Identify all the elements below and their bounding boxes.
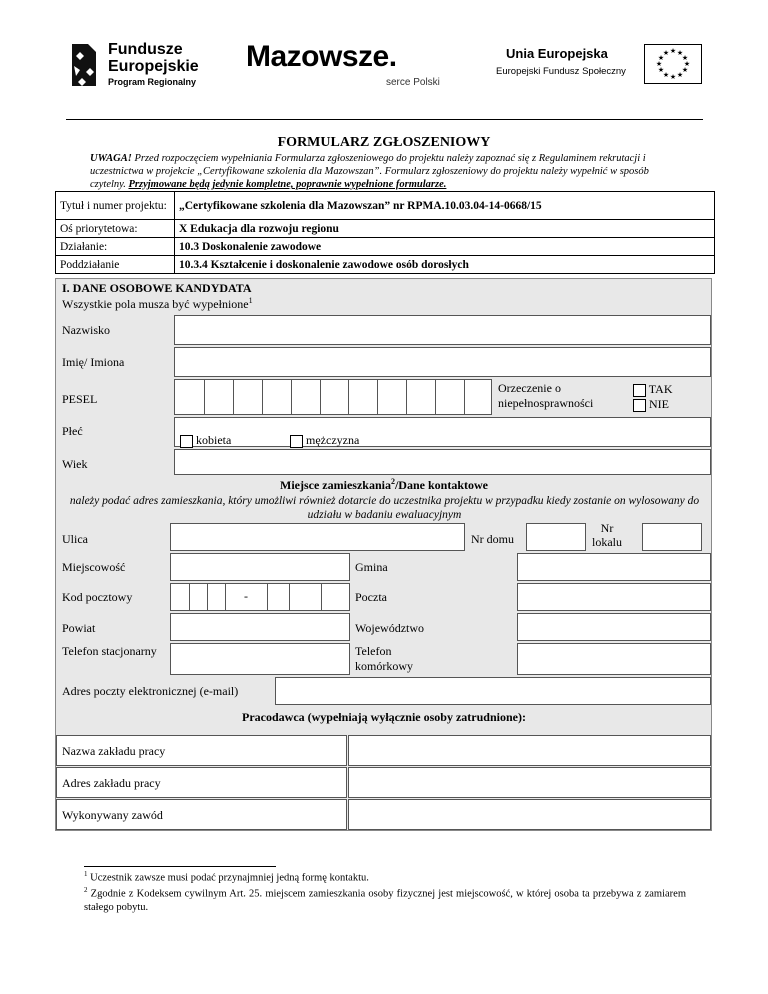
label-postal-code: Kod pocztowy xyxy=(62,590,133,604)
action-value: 10.3 Doskonalenie zawodowe xyxy=(175,238,715,256)
house-number-input[interactable] xyxy=(526,523,586,551)
label-email: Adres poczty elektronicznej (e-mail) xyxy=(62,684,239,698)
notice xyxy=(90,152,665,191)
postal-code-input[interactable] xyxy=(170,583,350,611)
label-voivodeship: Województwo xyxy=(355,621,425,635)
label-occupation: Wykonywany zawód xyxy=(62,808,163,822)
label-age: Wiek xyxy=(62,457,88,471)
city-input[interactable] xyxy=(170,553,350,581)
label-disability: Orzeczenie o niepełnosprawności xyxy=(498,381,594,410)
pesel-digit-divider xyxy=(291,380,292,414)
pesel-digit-divider xyxy=(204,380,205,414)
fundusze-europejskie-emblem-icon xyxy=(66,42,104,88)
pesel-digit-divider xyxy=(464,380,465,414)
svg-text:★: ★ xyxy=(683,60,691,68)
page-title: FORMULARZ ZGŁOSZENIOWY xyxy=(277,135,491,150)
apartment-number-input[interactable] xyxy=(642,523,702,551)
project-title-value: „Certyfikowane szkolenia dla Mazowszan” nr RPMA.10.03.04-14-0668/15 xyxy=(175,192,715,220)
mazowsze-wordmark: Mazowsze. xyxy=(246,40,397,73)
label-city: Miejscowość xyxy=(62,560,126,574)
post-office-input[interactable] xyxy=(517,583,711,611)
ue-title: Unia Europejska xyxy=(506,46,608,61)
label-apartment-number: Nr lokalu xyxy=(592,521,622,549)
pesel-digit-divider xyxy=(435,380,436,414)
svg-text:★: ★ xyxy=(676,49,684,57)
footnote-2 xyxy=(84,884,686,914)
label-employer-name: Nazwa zakładu pracy xyxy=(62,744,166,758)
action-label: Działanie: xyxy=(56,238,175,256)
priority-axis-value: X Edukacja dla rozwoju regionu xyxy=(175,220,715,238)
svg-text:★: ★ xyxy=(662,71,670,79)
fe-line-2: Europejskie xyxy=(108,58,199,75)
county-input[interactable] xyxy=(170,613,350,641)
section-subheading-text: Wszystkie pola musza być wypełnione xyxy=(62,297,249,311)
section-subheading xyxy=(62,296,253,312)
option-no-label: NIE xyxy=(649,397,669,411)
fe-line-3: Program Regionalny xyxy=(108,77,197,87)
label-mobile: Telefon komórkowy xyxy=(355,644,413,673)
footnote-ref-1: 1 xyxy=(248,296,253,305)
subaction-value: 10.3.4 Kształcenie i doskonalenie zawodowe osób dorosłych xyxy=(175,256,715,274)
postal-digit-divider xyxy=(189,584,190,610)
label-house-number: Nr domu xyxy=(471,532,514,546)
project-table xyxy=(55,191,715,274)
pesel-input[interactable] xyxy=(174,379,492,415)
checkbox-male[interactable] xyxy=(290,435,303,448)
option-female-label: kobieta xyxy=(196,433,232,447)
occupation-input[interactable] xyxy=(348,799,711,830)
notice-lead: UWAGA! xyxy=(90,153,132,164)
priority-axis-label: Oś priorytetowa: xyxy=(56,220,175,238)
employer-name-input[interactable] xyxy=(348,735,711,766)
label-commune: Gmina xyxy=(355,560,388,574)
age-input[interactable] xyxy=(174,449,711,475)
footnote-ref-2: 2 xyxy=(390,477,395,486)
label-landline: Telefon stacjonarny xyxy=(62,644,157,658)
option-male-label: mężczyzna xyxy=(306,433,360,447)
pesel-digit-divider xyxy=(233,380,234,414)
employer-heading: Pracodawca (wypełniają wyłącznie osoby zatrudnione): xyxy=(242,710,526,724)
pesel-digit-divider xyxy=(377,380,378,414)
footnote-divider xyxy=(84,866,276,867)
label-first-name: Imię/ Imiona xyxy=(62,355,125,369)
logo-mazowsze xyxy=(246,40,456,90)
postal-digit-divider xyxy=(207,584,208,610)
label-street: Ulica xyxy=(62,532,88,546)
svg-text:★: ★ xyxy=(657,54,665,62)
svg-text:★: ★ xyxy=(657,66,665,74)
logo-unia-europejska xyxy=(496,44,716,88)
voivodeship-input[interactable] xyxy=(517,613,711,641)
ue-subtitle: Europejski Fundusz Społeczny xyxy=(496,66,626,77)
svg-text:★: ★ xyxy=(662,49,670,57)
checkbox-female[interactable] xyxy=(180,435,193,448)
label-pesel: PESEL xyxy=(62,392,98,406)
pesel-digit-divider xyxy=(262,380,263,414)
address-heading xyxy=(0,477,768,493)
pesel-digit-divider xyxy=(406,380,407,414)
eu-flag-icon xyxy=(644,44,702,84)
label-gender: Płeć xyxy=(62,424,83,438)
first-name-input[interactable] xyxy=(174,347,711,377)
postal-digit-divider xyxy=(321,584,322,610)
street-input[interactable] xyxy=(170,523,465,551)
surname-input[interactable] xyxy=(174,315,711,345)
commune-input[interactable] xyxy=(517,553,711,581)
label-county: Powiat xyxy=(62,621,96,635)
svg-text:★: ★ xyxy=(655,60,663,68)
option-yes-label: TAK xyxy=(648,382,673,396)
postal-dash: - xyxy=(244,589,248,603)
footnote-1 xyxy=(84,870,369,884)
section-heading: I. DANE OSOBOWE KANDYDATA xyxy=(62,281,252,295)
logo-fundusze-europejskie xyxy=(66,40,216,90)
pesel-digit-divider xyxy=(320,380,321,414)
postal-digit-divider xyxy=(267,584,268,610)
option-male[interactable] xyxy=(290,433,359,448)
postal-digit-divider xyxy=(225,584,226,610)
svg-text:★: ★ xyxy=(681,54,689,62)
option-yes[interactable] xyxy=(633,382,673,397)
notice-text: Przed rozpoczęciem wypełniania Formularza zgłoszeniowego do projektu należy zapoznać się z Regulaminem rekrutacji i uczestnictwa w projekcie „Certyfikowane szkolenia dla Mazowszan”. Formularz zgłoszeniowy do projektu należy wypełnić w sposób czytelny. xyxy=(90,153,649,190)
fe-line-1: Fundusze xyxy=(108,41,183,58)
address-heading-text: Miejsce zamieszkania xyxy=(280,478,391,492)
svg-text:★: ★ xyxy=(669,47,677,55)
landline-input[interactable] xyxy=(170,643,350,675)
label-surname: Nazwisko xyxy=(62,323,110,337)
option-no[interactable] xyxy=(633,397,669,412)
footnote-1-text: Uczestnik zawsze musi podać przynajmniej jedną formę kontaktu. xyxy=(87,872,369,884)
label-employer-address: Adres zakładu pracy xyxy=(62,776,161,790)
checkbox-yes[interactable] xyxy=(633,384,646,397)
address-note: należy podać adres zamieszkania, który umożliwi również dotarcie do uczestnika projektu w przypadku kiedy zostanie on wylosowany do udziału w badaniu ewaluacyjnym xyxy=(69,495,700,521)
pesel-digit-divider xyxy=(348,380,349,414)
option-female[interactable] xyxy=(180,433,231,448)
gender-field xyxy=(174,417,711,447)
notice-emphasis: Przyjmowane będą jedynie kompletne, poprawnie wypełnione formularze. xyxy=(128,179,447,190)
checkbox-no[interactable] xyxy=(633,399,646,412)
mobile-input[interactable] xyxy=(517,643,711,675)
footnote-1-number: 1 xyxy=(84,870,88,878)
subaction-label: Poddziałanie xyxy=(56,256,175,274)
footnote-2-text: Zgodnie z Kodeksem cywilnym Art. 25. miejscem zamieszkania osoby fizycznej jest miejscowość, w której osoba ta przebywa z zamiarem stałego pobytu. xyxy=(84,888,686,913)
mazowsze-tagline: serce Polski xyxy=(386,77,440,88)
label-post-office: Poczta xyxy=(355,590,387,604)
email-input[interactable] xyxy=(275,677,711,705)
address-heading-rest: /Dane kontaktowe xyxy=(394,478,488,492)
employer-address-input[interactable] xyxy=(348,767,711,798)
footnote-2-number: 2 xyxy=(84,886,88,894)
svg-text:★: ★ xyxy=(669,73,677,81)
header-divider xyxy=(66,119,703,120)
svg-text:★: ★ xyxy=(676,71,684,79)
svg-text:★: ★ xyxy=(681,66,689,74)
project-title-label: Tytuł i numer projektu: xyxy=(56,192,175,220)
postal-digit-divider xyxy=(289,584,290,610)
